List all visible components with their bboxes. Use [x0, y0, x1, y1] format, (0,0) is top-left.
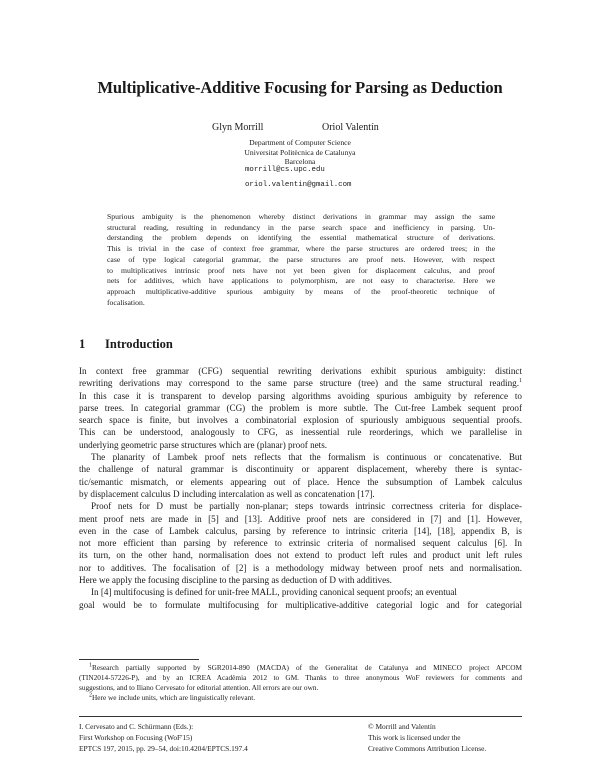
- footer-line: I. Cervesato and C. Schürmann (Eds.):: [79, 722, 194, 731]
- body-line: Proof nets for D must be partially non-planar; steps towards intrinsic correctness criteria for displace-: [91, 501, 522, 512]
- footer-left: [79, 721, 248, 754]
- footer-line: This work is licensed under the: [368, 733, 461, 742]
- footnote-line: [79, 693, 522, 703]
- footer-divider: [79, 716, 522, 717]
- author-name: Oriol Valentín: [322, 122, 379, 133]
- body-line: Here we apply the focusing discipline to the parsing as deduction of D with additives.: [79, 575, 392, 586]
- body-line: parse trees. In categorial grammar (CG) the problem is more subtle. The Cut-free Lambek sequent proof: [79, 402, 522, 413]
- body-line: goal would be to formulate multifocusing for multiplicative-additive categorial logic and for categorial: [79, 599, 522, 610]
- section-number: 1: [79, 337, 86, 351]
- body-line: the challenge of natural grammar is discontinuity or apparent displacement, whereby there is syntac-: [79, 464, 522, 475]
- abstract-line: focalisation.: [107, 297, 145, 307]
- footnote-mark: 1: [519, 378, 522, 385]
- footnote-text: Here we include units, which are linguistically relevant.: [92, 693, 256, 702]
- abstract-line: Spurious ambiguity is the phenomenon whereby distinct derivations in grammar may assign the same: [107, 212, 495, 221]
- abstract: [107, 212, 495, 308]
- footnote-line: suggestions, and to Iliano Cervesato for editorial attention. All errors are our own.: [79, 683, 319, 692]
- author-name: Glyn Morrill: [212, 122, 264, 133]
- footer-line: EPTCS 197, 2015, pp. 29–54, doi:10.4204/EPTCS.197.4: [79, 744, 248, 753]
- section-heading: [79, 337, 173, 352]
- footnote-text: Research partially supported by SGR2014-890 (MACDA) of the Generalitat de Catalunya and MINECO project APCOM: [92, 663, 522, 672]
- author-email: oriol.valentin@gmail.com: [245, 181, 352, 189]
- body-text: [79, 365, 522, 611]
- affiliation-line: Universitat Politècnica de Catalunya: [244, 147, 356, 157]
- footnote-number: 2: [89, 692, 92, 699]
- body-line: tic/semantic mismatch, or elements appearing out of place. Hence the subsumption of Lambek calculus: [79, 476, 522, 487]
- body-line: underlying geometric parse structures which are (planar) proof nets.: [79, 439, 328, 450]
- body-line: ment proof nets are made in [5] and [13]. Additive proof nets are considered in [7] and [1]. However,: [79, 513, 522, 524]
- section-title: Introduction: [105, 337, 173, 351]
- footnotes: [79, 663, 522, 703]
- body-line: nor to additives. The focalisation of [2] is a methodology midway between proof nets and normalisation.: [79, 562, 522, 573]
- abstract-line: case of type logical categorial grammar, the parse structures are proof nets. However, with respect: [107, 254, 495, 264]
- abstract-line: structural reading, resulting in redundancy in the parse search space and inefficiency in parsing. Un-: [107, 222, 495, 232]
- abstract-line: derstanding the problem depends on identifying the essential mathematical structure of derivations.: [107, 233, 495, 243]
- footer-line: First Workshop on Focusing (WoF'15): [79, 733, 193, 742]
- footer-line: Creative Commons Attribution License.: [368, 744, 487, 753]
- abstract-line: approach multiplicative-additive spurious ambiguity by means of the proof-theoretic technique of: [107, 286, 495, 296]
- body-line: The planarity of Lambek proof nets reflects that the formalism is continuous or concatenative. But: [91, 452, 522, 463]
- body-line: by displacement calculus D including intercalation as well as concatenation [17].: [79, 488, 375, 499]
- body-line-text: rewriting derivations may correspond to the same parse structure (tree) and the same structural reading.: [79, 378, 519, 389]
- author-email: morrill@cs.upc.edu: [245, 166, 325, 174]
- affiliation-line: Department of Computer Science: [249, 138, 351, 147]
- footer-right: [368, 721, 486, 754]
- paper-title: Multiplicative-Additive Focusing for Parsing as Deduction: [97, 78, 503, 97]
- body-line: search space is finite, but involves a combinatorial explosion of spuriously ambiguous sequential proofs.: [79, 415, 522, 426]
- body-line: not more efficient than parsing by reference to extrinsic criteria of normalised sequent calculus [6]. In: [79, 538, 522, 549]
- body-line: even in the case of Lambek calculus, parsing by reference to intrinsic criteria [14], [18], appendix B, is: [79, 525, 522, 536]
- footnote-line: [79, 663, 522, 673]
- abstract-line: to multiplicatives intrinsic proof nets have not yet been given for displacement calculus, and proof: [107, 265, 495, 275]
- affiliation-line: Barcelona: [284, 157, 316, 166]
- footnote-divider: [79, 659, 199, 660]
- body-line: [79, 377, 522, 389]
- body-line: In this case it is transparent to develop parsing algorithms avoiding spurious ambiguity by reference to: [79, 390, 522, 401]
- body-line: In context free grammar (CFG) sequential rewriting derivations exhibit spurious ambiguity: distinct: [79, 366, 522, 376]
- abstract-line: nets for additives, which have applications to polymorphism, are not easy to characterise. Here we: [107, 276, 495, 286]
- body-line: its turn, on the other hand, normalisation does not extend to product left rules and product unit left rules: [79, 550, 522, 561]
- footer-line: © Morrill and Valentín: [368, 722, 436, 731]
- abstract-line: This is trivial in the case of context free grammar, where the parse structures are ordered trees; in the: [107, 244, 495, 254]
- body-line-text: In [4] multifocusing is defined for unit-free MALL, providing canonical sequent proofs; an eventual: [91, 587, 457, 598]
- footnote-number: 1: [89, 662, 92, 669]
- body-line: This can be understood, analogously to CFG, as inessential rule reorderings, which we parallelise in: [79, 427, 522, 438]
- body-line: [79, 586, 522, 598]
- footnote-line: (TIN2014-57226-P), and by an ICREA Acadèmia 2012 to GM. Thanks to three anonymous WoF reviewers for comments and: [79, 673, 522, 682]
